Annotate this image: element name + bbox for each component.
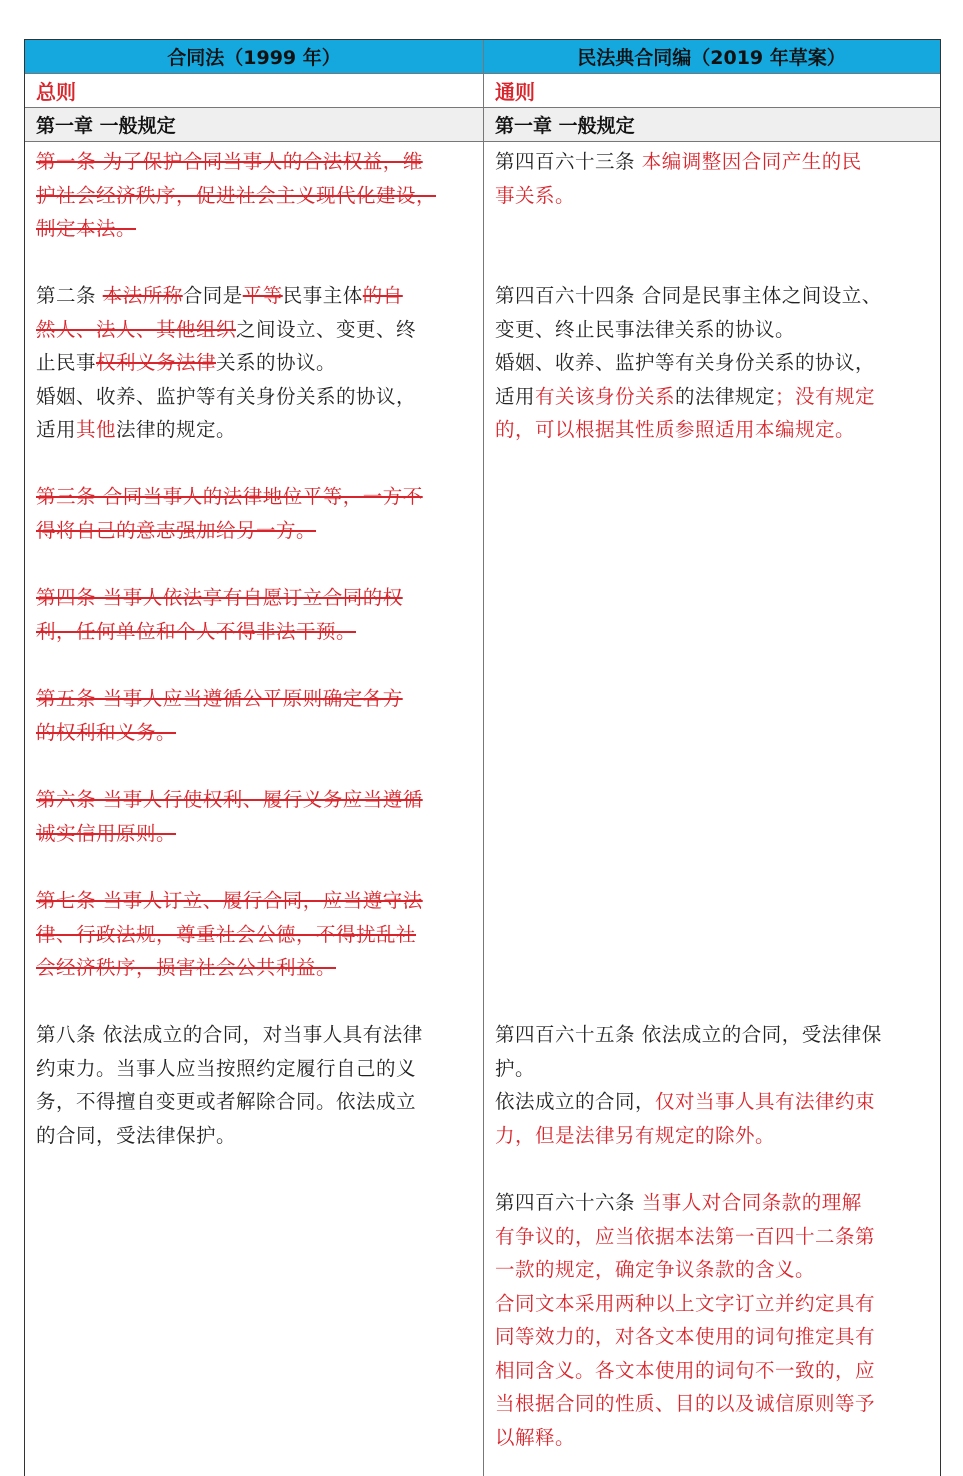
article-line: 诚实信用原则。 [36,821,177,845]
changed-text: 当根据合同的性质、目的以及诚信原则等予 [495,1392,876,1415]
changed-text: 事关系。 [495,183,576,207]
article-line: 婚姻、收养、监护等有关身份关系的协议， [36,384,417,408]
article-line: 变更、终止民事法律关系的协议。 [495,317,796,341]
article-text: 之间设立、变更、终 [236,317,417,341]
deleted-text: 权利义务法律 [96,351,217,374]
right-article-466 [495,1186,925,1454]
right-article-464 [495,279,925,447]
article-text: 法律的规定。 [116,418,237,441]
article-line: 婚姻、收养、监护等有关身份关系的协议， [495,351,876,374]
article-line: 得将自己的意志强加给另一方。 [36,518,317,542]
article-line: 护社会经济秩序，促进社会主义现代化建设， [36,183,437,207]
article-line: 务，不得擅自变更或者解除合同。依法成立 [36,1090,417,1113]
right-column-body [483,142,939,1476]
changed-text: 其他 [76,418,117,441]
changed-text: 合同文本采用两种以上文字订立并约定具有 [495,1291,876,1315]
section-row [25,74,940,108]
article-text: 民事主体 [282,284,363,307]
table-body-row [25,142,940,1476]
changed-text: 以解释。 [495,1425,576,1449]
changed-text: 一款的规定，确定争议条款的含义。 [495,1258,816,1281]
article-line: 会经济秩序，损害社会公共利益。 [36,956,337,979]
changed-text: 有争议的，应当依据本法第一百四十二条第 [495,1224,876,1248]
comparison-table [24,39,941,1476]
right-column-title: 民法典合同编（2019 年草案） [483,40,939,73]
article-number: 第四百六十三条 [495,150,642,173]
article-text: 依法成立的合同， [495,1090,656,1113]
article-text: 止民事 [36,351,97,374]
table-header-row [25,39,940,74]
left-article-4 [36,581,466,648]
article-text: 适用 [36,418,77,441]
article-line: 第四百六十五条 依法成立的合同，受法律保 [495,1023,882,1046]
article-line: 利，任何单位和个人不得非法干预。 [36,619,357,643]
article-line: 制定本法。 [36,217,137,240]
deleted-text: 平等 [242,284,283,307]
deleted-text: 然人、法人、其他组织 [36,317,237,341]
article-line: 第五条 当事人应当遵循公平原则确定各方 [36,687,403,710]
left-article-3 [36,480,466,547]
article-number: 第四百六十六条 [495,1191,642,1214]
left-section-title: 总则 [36,80,76,104]
article-line: 律、行政法规，尊重社会公德，不得扰乱社 [36,922,417,946]
article-line: 第八条 依法成立的合同，对当事人具有法律 [36,1023,423,1046]
changed-text: 的，可以根据其性质参照适用本编规定。 [495,418,856,441]
changed-text: 仅对当事人具有法律约束 [655,1090,876,1113]
left-chapter-title: 第一章 一般规定 [36,115,176,137]
article-line: 约束力。当事人应当按照约定履行自己的义 [36,1056,417,1080]
left-column-title: 合同法（1999 年） [167,47,341,69]
changed-text: 当事人对合同条款的理解 [641,1191,862,1214]
right-section-title: 通则 [483,74,939,107]
article-line: 第四百六十四条 合同是民事主体之间设立、 [495,284,882,307]
changed-text: 有关该身份关系 [535,384,676,408]
article-line: 第六条 当事人行使权利、履行义务应当遵循 [36,788,423,811]
changed-text: 本编调整因合同产生的民 [641,150,862,173]
article-text: 合同是 [182,284,243,307]
article-number: 第二条 [36,284,103,307]
right-article-465 [495,1018,925,1152]
chapter-row [25,108,940,142]
deleted-text: 的自 [362,284,403,307]
left-column-body [25,142,483,1476]
left-article-8 [36,1018,466,1152]
article-line: 第三条 合同当事人的法律地位平等，一方不 [36,485,423,508]
article-line: 第七条 当事人订立、履行合同，应当遵守法 [36,889,423,912]
changed-text: 相同含义。各文本使用的词句不一致的，应 [495,1358,876,1382]
right-article-463 [495,145,925,212]
article-line: 护。 [495,1056,536,1080]
article-text: 的法律规定 [675,384,776,408]
left-article-2 [36,279,466,447]
article-text: 关系的协议。 [216,351,337,374]
changed-text: 力，但是法律另有规定的除外。 [495,1123,776,1147]
changed-text: 同等效力的，对各文本使用的词句推定具有 [495,1325,876,1348]
article-line: 第四条 当事人依法享有自愿订立合同的权 [36,586,403,609]
left-article-5 [36,682,466,749]
left-article-1 [36,145,466,246]
article-line: 第一条 为了保护合同当事人的合法权益，维 [36,150,423,173]
article-text: 适用 [495,384,536,408]
left-article-7 [36,884,466,985]
changed-text: ；没有规定 [775,384,876,408]
article-line: 的合同，受法律保护。 [36,1123,237,1147]
right-chapter-title: 第一章 一般规定 [483,108,939,141]
article-line: 的权利和义务。 [36,720,177,744]
left-article-6 [36,783,466,850]
deleted-text: 本法所称 [102,284,183,307]
